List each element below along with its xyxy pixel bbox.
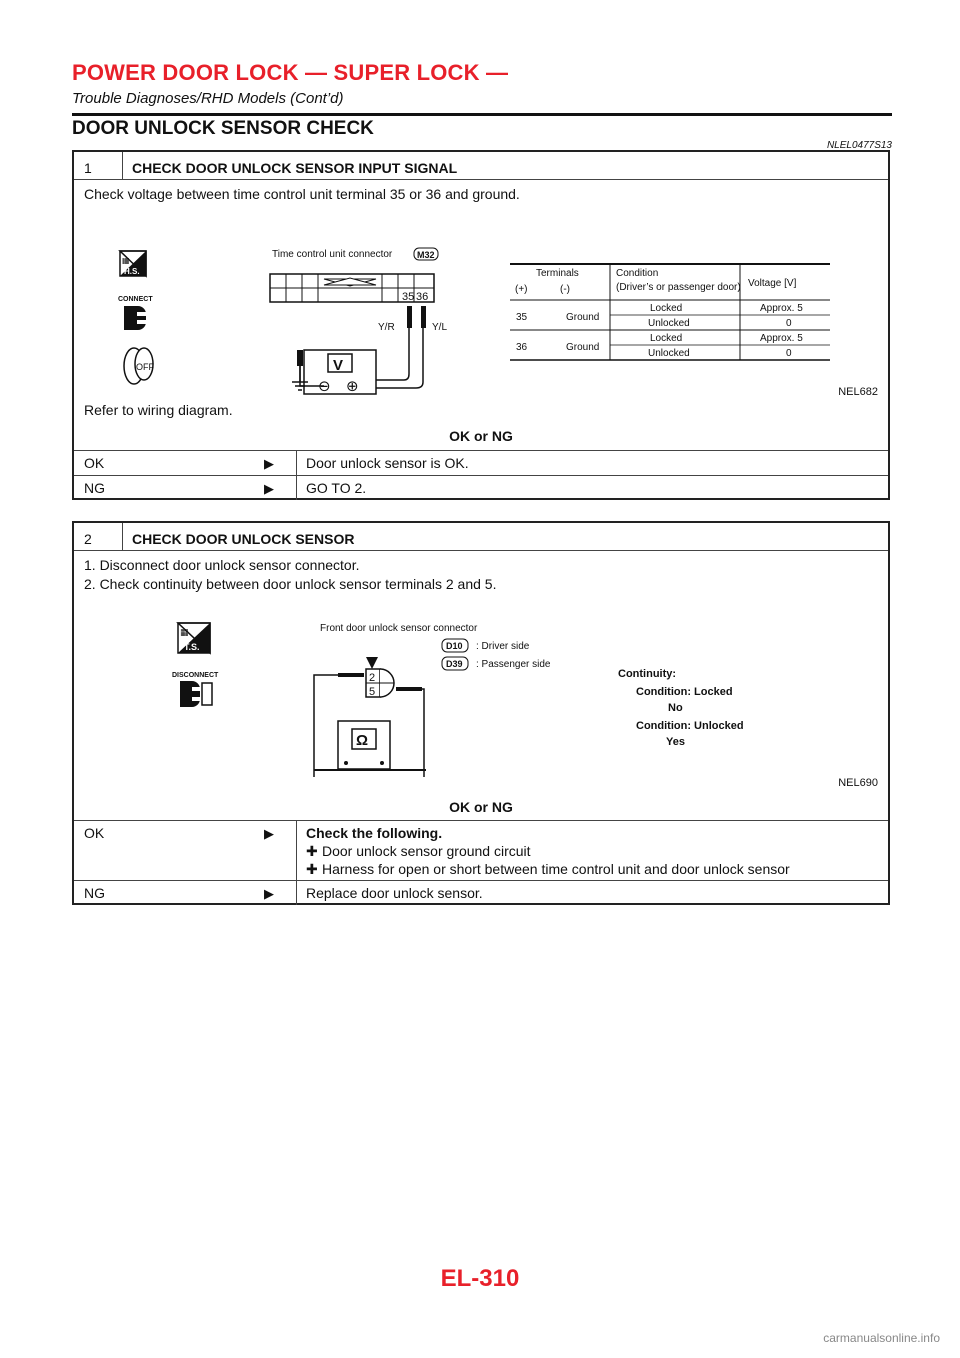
voltage-table bbox=[510, 264, 830, 360]
th-condition-sub: (Driver’s or passenger door) bbox=[616, 282, 741, 293]
pin-35-label: 35 bbox=[402, 291, 415, 303]
step2-ok-arrow-icon: ▶ bbox=[264, 826, 274, 841]
page-subtitle: Trouble Diagnoses/RHD Models (Cont’d) bbox=[72, 90, 344, 107]
step2-ok-item-2: Harness for open or short between time control unit and door unlock sensor bbox=[322, 861, 790, 877]
continuity-cond-unlocked: Condition: Unlocked bbox=[636, 720, 744, 732]
step2-ng-arrow-icon: ▶ bbox=[264, 886, 274, 901]
meter-pos: ⊕ bbox=[346, 378, 359, 395]
page-number: EL-310 bbox=[440, 1265, 520, 1292]
ohmmeter-icon bbox=[338, 721, 390, 769]
connector-code-passenger: D39 bbox=[446, 659, 463, 669]
step2-number-divider bbox=[122, 523, 123, 550]
pin-5-label: 5 bbox=[369, 686, 376, 698]
th-terminals: Terminals bbox=[536, 268, 579, 279]
row1-minus: Ground bbox=[566, 312, 600, 323]
step2-number: 2 bbox=[84, 531, 92, 547]
section-title: DOOR UNLOCK SENSOR CHECK bbox=[72, 118, 374, 139]
probe-36 bbox=[421, 306, 426, 328]
step1-title-rule bbox=[74, 179, 888, 180]
row1-cond-locked: Locked bbox=[650, 303, 683, 314]
driver-side-label: : Driver side bbox=[476, 641, 530, 652]
step1-note: Refer to wiring diagram. bbox=[84, 402, 233, 418]
row1-v-locked: Approx. 5 bbox=[760, 303, 803, 314]
step2-title: CHECK DOOR UNLOCK SENSOR bbox=[132, 531, 355, 547]
th-plus: (+) bbox=[515, 284, 528, 295]
passenger-side-label: : Passenger side bbox=[476, 659, 551, 670]
meter-v-symbol: V bbox=[333, 357, 344, 374]
step1-figure-code: NEL682 bbox=[838, 386, 878, 398]
connect-icon bbox=[124, 306, 146, 330]
row1-v-unlocked: 0 bbox=[786, 318, 792, 329]
connect-label: CONNECT bbox=[118, 296, 153, 303]
step1-ok-label: OK bbox=[84, 455, 105, 471]
step1-ng-arrow-icon: ▶ bbox=[264, 481, 274, 496]
page-title: POWER DOOR LOCK — SUPER LOCK — bbox=[72, 60, 509, 85]
step2-ok-item-1: Door unlock sensor ground circuit bbox=[322, 843, 531, 859]
watermark: carmanualsonline.info bbox=[823, 1331, 940, 1345]
step1-title: CHECK DOOR UNLOCK SENSOR INPUT SIGNAL bbox=[132, 160, 458, 176]
step1-ok-row-rule bbox=[74, 450, 888, 451]
step1-instruction: Check voltage between time control unit terminal 35 or 36 and ground. bbox=[84, 186, 520, 202]
wire-yl-label: Y/L bbox=[432, 322, 448, 333]
step2-figure-code: NEL690 bbox=[838, 777, 878, 789]
step2-ok-heading: Check the following. bbox=[306, 825, 443, 841]
ts-label: T.S. bbox=[184, 642, 200, 652]
row2-cond-unlocked: Unlocked bbox=[648, 348, 690, 359]
step2-ng-text: Replace door unlock sensor. bbox=[306, 885, 483, 901]
row1-cond-unlocked: Unlocked bbox=[648, 318, 690, 329]
header-divider bbox=[72, 113, 892, 116]
step1-ng-row-rule bbox=[74, 475, 888, 476]
continuity-title: Continuity: bbox=[618, 668, 677, 680]
pin-2-label: 2 bbox=[369, 672, 376, 684]
step1-ok-text: Door unlock sensor is OK. bbox=[306, 455, 469, 471]
row2-v-unlocked: 0 bbox=[786, 348, 792, 359]
off-label: OFF bbox=[136, 362, 154, 372]
step2-ng-label: NG bbox=[84, 885, 105, 901]
step2-box bbox=[72, 521, 890, 905]
hs-label: H.S. bbox=[124, 267, 140, 276]
step2-instruction-2: 2. Check continuity between door unlock sensor terminals 2 and 5. bbox=[84, 576, 497, 592]
step1-ok-arrow-icon: ▶ bbox=[264, 456, 274, 471]
continuity-val-locked: No bbox=[668, 702, 683, 714]
connector-code: M32 bbox=[417, 250, 435, 260]
step1-number: 1 bbox=[84, 160, 92, 176]
disconnect-label: DISCONNECT bbox=[172, 672, 219, 679]
step1-box bbox=[72, 150, 890, 500]
step2-result-divider bbox=[296, 820, 297, 905]
th-voltage: Voltage [V] bbox=[748, 278, 797, 289]
row2-cond-locked: Locked bbox=[650, 333, 683, 344]
row1-plus: 35 bbox=[516, 312, 528, 323]
wire-yr-label: Y/R bbox=[378, 322, 395, 333]
continuity-cond-locked: Condition: Locked bbox=[636, 686, 733, 698]
step1-figure bbox=[110, 246, 870, 396]
step2-figure bbox=[170, 617, 770, 777]
voltmeter-icon bbox=[304, 350, 376, 395]
step2-ok-or-ng: OK or NG bbox=[449, 799, 513, 815]
meter-neg: ⊖ bbox=[318, 378, 331, 395]
step2-ok-label: OK bbox=[84, 825, 105, 841]
ohmmeter-lead-bottom bbox=[314, 769, 426, 771]
step2-title-rule bbox=[74, 550, 888, 551]
row2-v-locked: Approx. 5 bbox=[760, 333, 803, 344]
probe-2 bbox=[338, 673, 364, 677]
step1-ng-label: NG bbox=[84, 480, 105, 496]
bullet-1-icon: ✚ bbox=[306, 843, 318, 859]
row2-minus: Ground bbox=[566, 342, 600, 353]
step2-ok-row-rule bbox=[74, 820, 888, 821]
svg-text:▦: ▦ bbox=[180, 627, 189, 637]
th-condition: Condition bbox=[616, 268, 659, 279]
connector-code-driver: D10 bbox=[446, 641, 463, 651]
hs-icon bbox=[120, 251, 146, 276]
th-minus: (-) bbox=[560, 284, 570, 295]
connector-title: Time control unit connector bbox=[272, 249, 393, 260]
ignition-off-icon bbox=[124, 348, 154, 384]
disconnect-icon bbox=[180, 681, 212, 707]
svg-text:▦: ▦ bbox=[122, 256, 130, 265]
sensor-connector-title: Front door unlock sensor connector bbox=[320, 623, 478, 634]
row2-plus: 36 bbox=[516, 342, 528, 353]
ts-icon bbox=[178, 623, 210, 653]
pin-36-label: 36 bbox=[416, 291, 429, 303]
section-code: NLEL0477S13 bbox=[826, 140, 892, 151]
continuity-val-unlocked: Yes bbox=[666, 736, 685, 748]
meter-ohm-symbol: Ω bbox=[356, 732, 369, 749]
step1-number-divider bbox=[122, 152, 123, 179]
step1-ok-or-ng: OK or NG bbox=[449, 428, 513, 444]
bullet-2-icon: ✚ bbox=[306, 861, 318, 877]
step2-instruction-1: 1. Disconnect door unlock sensor connector. bbox=[84, 557, 360, 573]
step1-ng-text: GO TO 2. bbox=[306, 480, 367, 496]
probe-35 bbox=[407, 306, 412, 328]
probe-5 bbox=[396, 687, 422, 691]
step2-ng-row-rule bbox=[74, 880, 888, 881]
